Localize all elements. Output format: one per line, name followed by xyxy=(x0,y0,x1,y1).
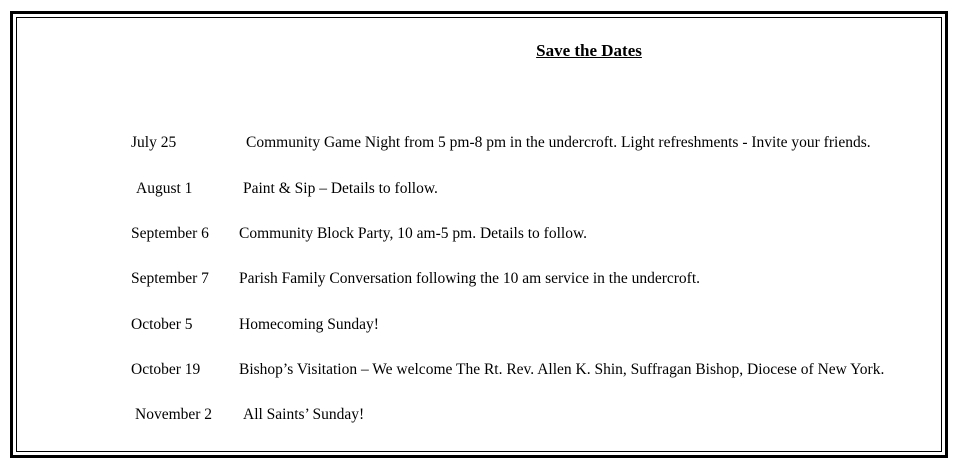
event-description: Paint & Sip – Details to follow. xyxy=(243,180,438,197)
event-date: July 25 xyxy=(131,134,177,151)
event-date: October 5 xyxy=(131,316,193,333)
event-description: Parish Family Conversation following the 10 am service in the undercroft. xyxy=(239,270,701,287)
event-description: Bishop’s Visitation – We welcome The Rt. Rev. Allen K. Shin, Suffragan Bishop, Diocese of New York. xyxy=(239,361,885,378)
page-title: Save the Dates xyxy=(536,41,642,60)
event-date: October 19 xyxy=(131,361,201,378)
event-date: November 2 xyxy=(135,406,213,423)
event-description: Community Game Night from 5 pm-8 pm in the undercroft. Light refreshments - Invite your friends. xyxy=(246,134,871,151)
event-date: August 1 xyxy=(136,180,193,197)
event-description: Community Block Party, 10 am-5 pm. Details to follow. xyxy=(239,225,588,242)
event-date: September 6 xyxy=(131,225,209,242)
event-description: Homecoming Sunday! xyxy=(239,316,379,333)
event-description: All Saints’ Sunday! xyxy=(243,406,365,423)
event-date: September 7 xyxy=(131,270,209,287)
